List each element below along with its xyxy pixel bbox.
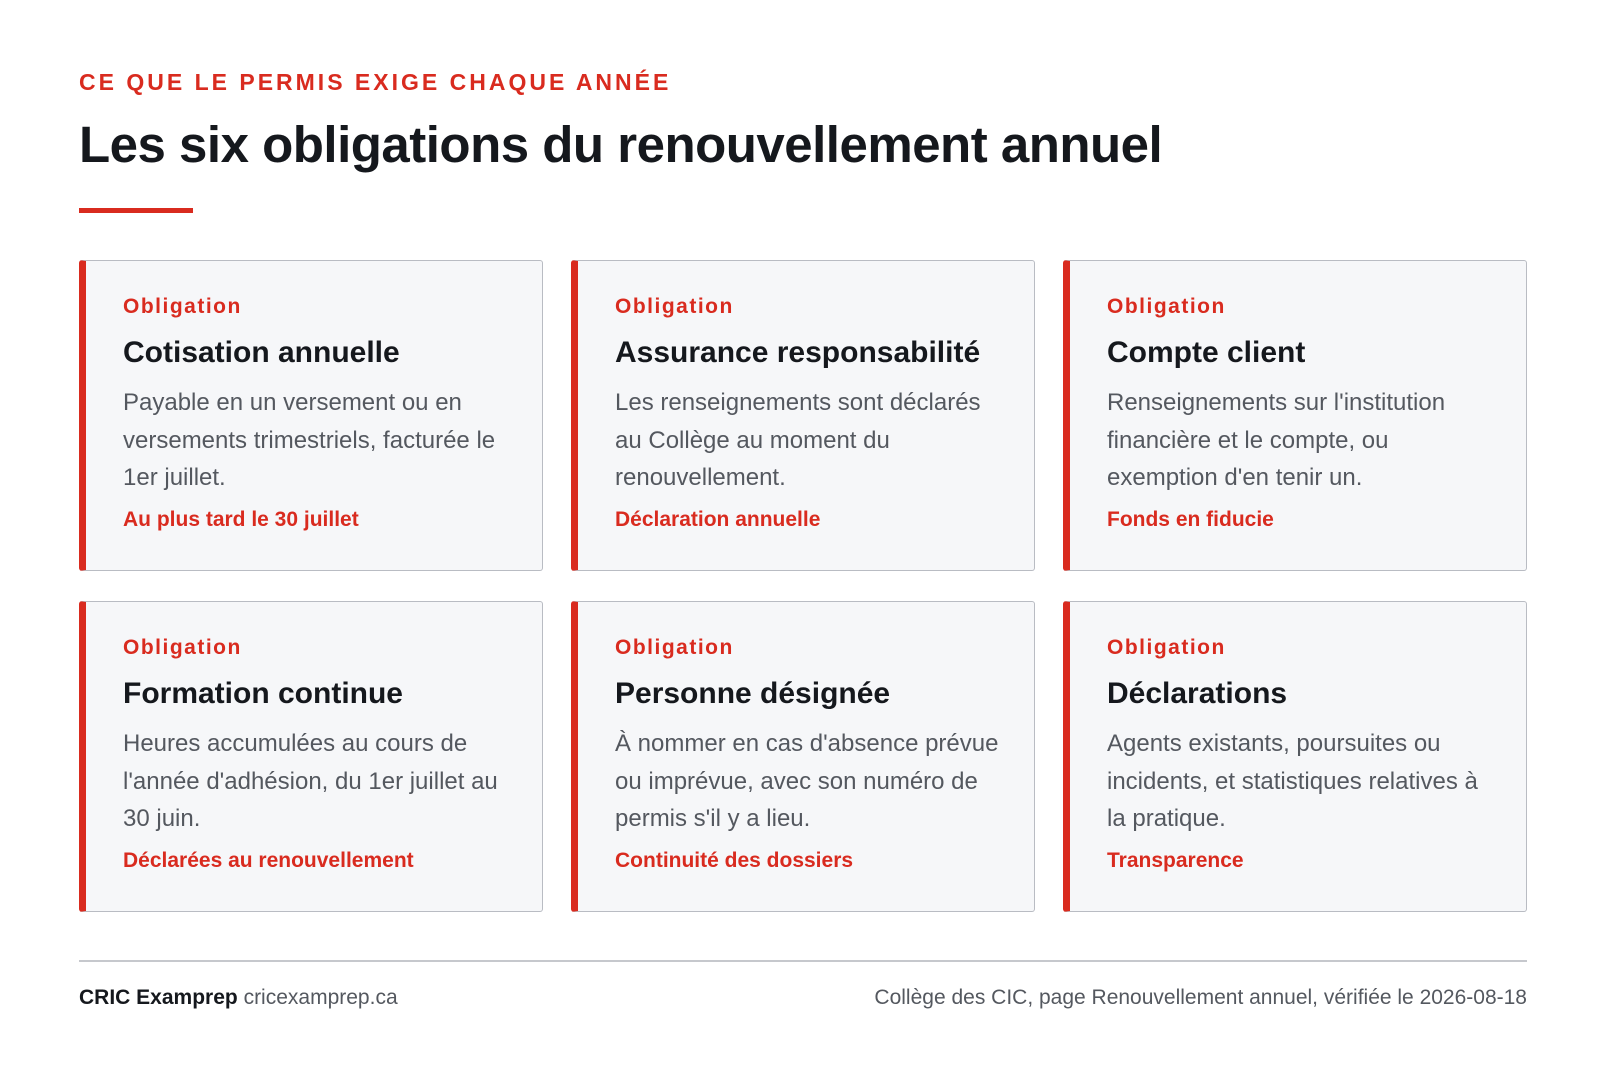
- obligation-card-cotisation: [79, 260, 543, 571]
- card-description: Agents existants, poursuites ou incidents, et statistiques relatives à la pratique.: [1107, 730, 1478, 832]
- obligation-card-assurance: [571, 260, 1035, 571]
- card-tag: Déclaration annuelle: [615, 508, 821, 531]
- card-tag: Déclarées au renouvellement: [123, 849, 414, 872]
- footer-divider: [79, 960, 1527, 962]
- card-title: Assurance responsabilité: [615, 336, 981, 369]
- card-tag: Continuité des dossiers: [615, 849, 854, 872]
- obligations-grid: [79, 260, 1527, 912]
- card-title: Formation continue: [123, 677, 403, 710]
- card-tag: Transparence: [1107, 849, 1244, 872]
- card-description: Heures accumulées au cours de l'année d'adhésion, du 1er juillet au 30 juin.: [123, 730, 498, 832]
- title-underline: [79, 208, 193, 213]
- footer-brand: [79, 986, 398, 1010]
- card-label: Obligation: [123, 295, 242, 318]
- card-tag: Fonds en fiducie: [1107, 508, 1274, 531]
- footer-source: Collège des CIC, page Renouvellement annuel, vérifiée le 2026-08-18: [874, 986, 1527, 1009]
- card-title: Cotisation annuelle: [123, 336, 400, 369]
- obligation-card-formation: [79, 601, 543, 912]
- obligation-card-compte-client: [1063, 260, 1527, 571]
- card-title: Personne désignée: [615, 677, 891, 710]
- page: [79, 0, 1527, 1081]
- card-label: Obligation: [615, 295, 734, 318]
- page-title: Les six obligations du renouvellement annuel: [79, 116, 1163, 173]
- obligation-card-personne-designee: [571, 601, 1035, 912]
- card-label: Obligation: [615, 636, 734, 659]
- brand-site: cricexamprep.ca: [243, 986, 398, 1009]
- card-description: Payable en un versement ou en versements trimestriels, facturée le 1er juillet.: [123, 389, 496, 491]
- card-label: Obligation: [1107, 636, 1226, 659]
- eyebrow: CE QUE LE PERMIS EXIGE CHAQUE ANNÉE: [79, 69, 672, 95]
- brand-name: CRIC Examprep: [79, 986, 238, 1009]
- card-label: Obligation: [1107, 295, 1226, 318]
- card-description: À nommer en cas d'absence prévue ou imprévue, avec son numéro de permis s'il y a lieu.: [615, 730, 999, 832]
- card-description: Renseignements sur l'institution financière et le compte, ou exemption d'en tenir un.: [1107, 389, 1446, 491]
- card-label: Obligation: [123, 636, 242, 659]
- card-title: Compte client: [1107, 336, 1306, 369]
- card-tag: Au plus tard le 30 juillet: [123, 508, 359, 531]
- obligation-card-declarations: [1063, 601, 1527, 912]
- card-title: Déclarations: [1107, 677, 1288, 710]
- card-description: Les renseignements sont déclarés au Collège au moment du renouvellement.: [615, 389, 981, 491]
